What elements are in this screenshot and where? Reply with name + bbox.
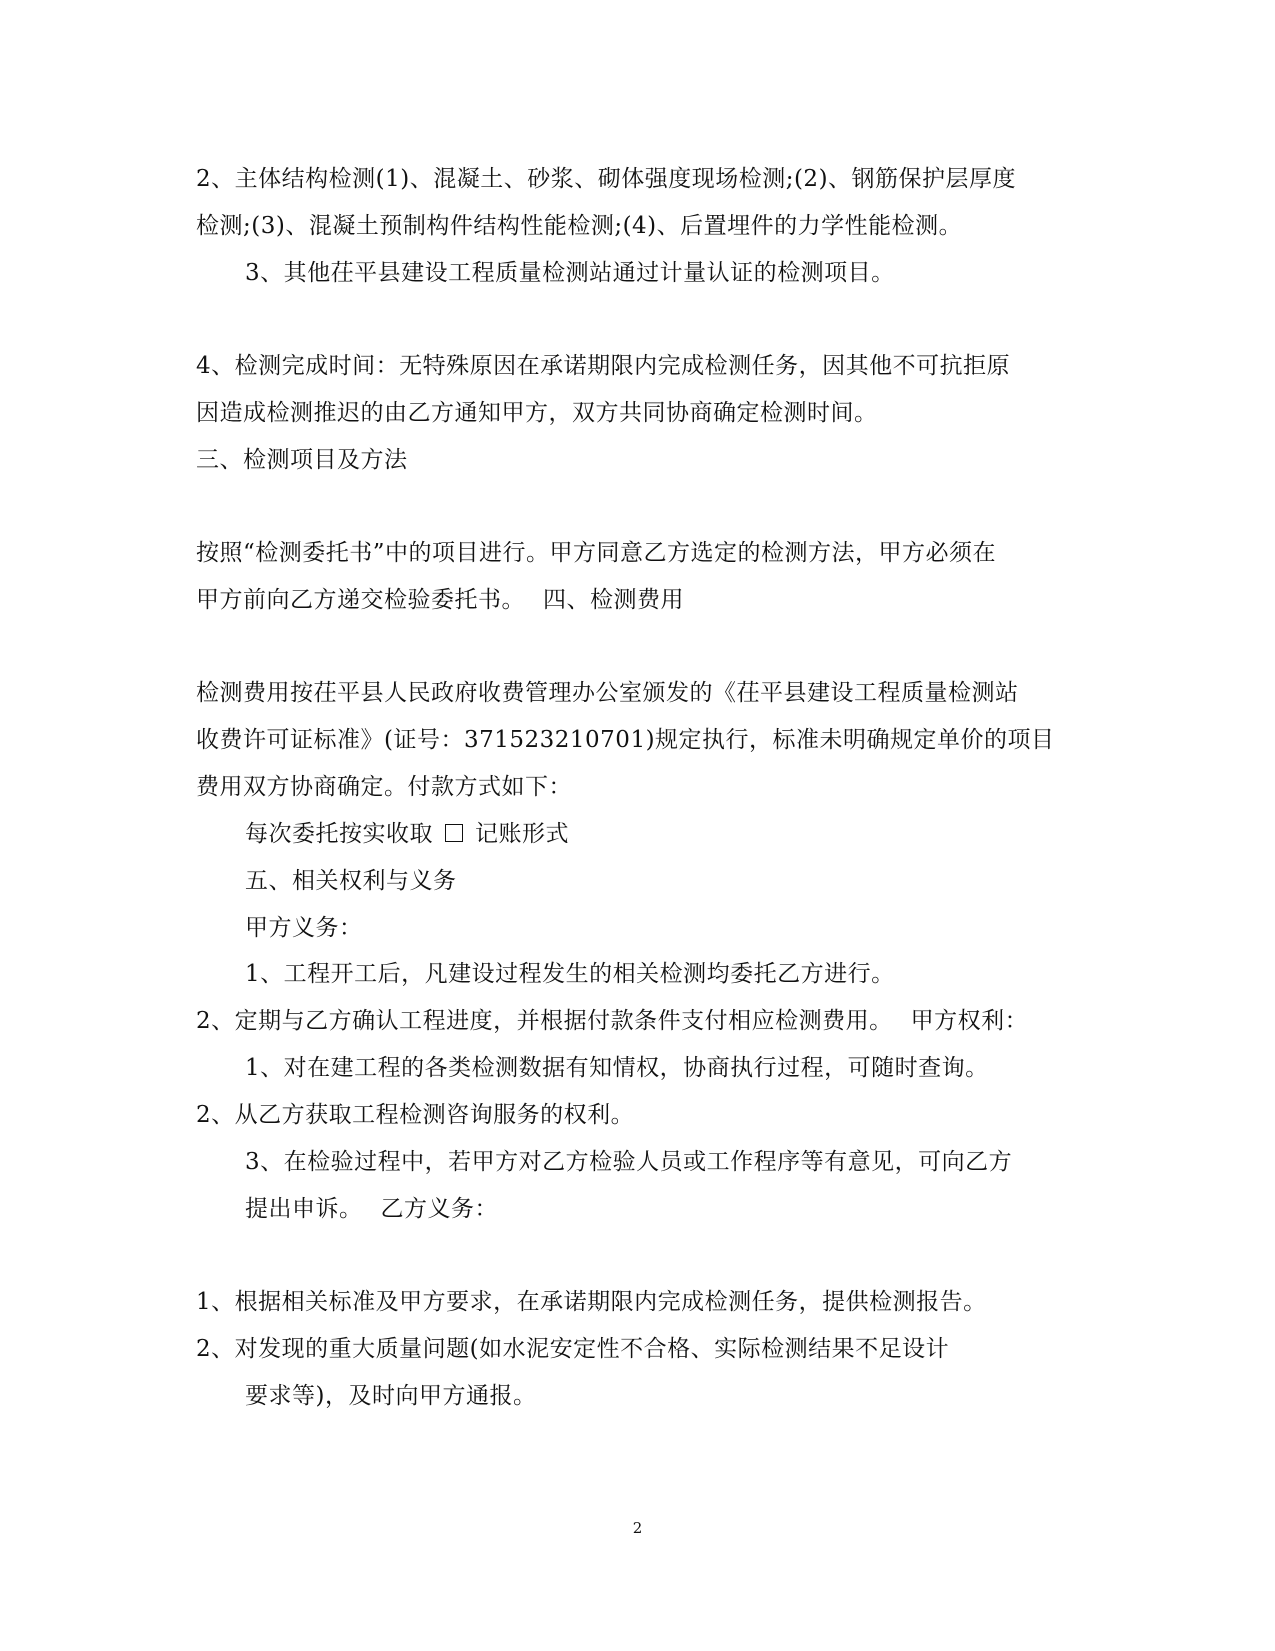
payment-option-label: 每次委托按实收取 <box>245 821 433 847</box>
text-line: 因造成检测推迟的由乙方通知甲方，双方共同协商确定检测时间。 <box>196 400 878 426</box>
text-line: 1、对在建工程的各类检测数据有知情权，协商执行过程，可随时查询。 <box>245 1055 989 1081</box>
text-segment: 甲方前向乙方递交检验委托书。 <box>196 587 525 613</box>
text-line: 收费许可证标准》(证号：371523210701)规定执行，标准未明确规定单价的项目 <box>196 727 1055 753</box>
subheading: 甲方权利： <box>910 1008 1029 1034</box>
text-line: 4、检测完成时间：无特殊原因在承诺期限内完成检测任务，因其他不可抗拒原 <box>196 353 1011 379</box>
text-line: 2、主体结构检测(1)、混凝土、砂浆、砌体强度现场检测;(2)、钢筋保护层厚度 <box>196 166 1017 192</box>
text-line: 费用双方协商确定。付款方式如下： <box>196 774 572 800</box>
subheading: 乙方义务： <box>380 1196 498 1222</box>
text-line: 要求等)，及时向甲方通报。 <box>245 1383 537 1409</box>
text-line: 1、工程开工后，凡建设过程发生的相关检测均委托乙方进行。 <box>245 961 895 987</box>
text-line <box>196 1006 1028 1036</box>
text-line <box>196 585 684 615</box>
section-heading: 四、检测费用 <box>543 587 684 613</box>
text-line <box>245 1194 498 1224</box>
text-line: 检测;(3)、混凝土预制构件结构性能检测;(4)、后置埋件的力学性能检测。 <box>196 213 963 239</box>
text-line: 3、其他茌平县建设工程质量检测站通过计量认证的检测项目。 <box>245 260 895 286</box>
page-number: 2 <box>632 1519 643 1537</box>
text-line: 按照“检测委托书”中的项目进行。甲方同意乙方选定的检测方法，甲方必须在 <box>196 540 997 566</box>
section-heading: 三、检测项目及方法 <box>196 447 408 473</box>
text-line: 3、在检验过程中，若甲方对乙方检验人员或工作程序等有意见，可向乙方 <box>245 1149 1013 1175</box>
payment-options <box>245 819 569 849</box>
text-segment: 提出申诉。 <box>245 1196 363 1222</box>
text-line: 检测费用按茌平县人民政府收费管理办公室颁发的《茌平县建设工程质量检测站 <box>196 680 1019 706</box>
text-line: 2、从乙方获取工程检测咨询服务的权利。 <box>196 1102 635 1128</box>
text-line: 2、对发现的重大质量问题(如水泥安定性不合格、实际检测结果不足设计 <box>196 1336 950 1362</box>
payment-option-label: 记账形式 <box>475 821 569 847</box>
text-line: 1、根据相关标准及甲方要求，在承诺期限内完成检测任务，提供检测报告。 <box>196 1289 987 1315</box>
subheading: 甲方义务： <box>245 915 363 941</box>
checkbox-icon[interactable] <box>445 824 463 842</box>
section-heading: 五、相关权利与义务 <box>245 868 457 894</box>
text-segment: 2、定期与乙方确认工程进度，并根据付款条件支付相应检测费用。 <box>196 1008 893 1034</box>
